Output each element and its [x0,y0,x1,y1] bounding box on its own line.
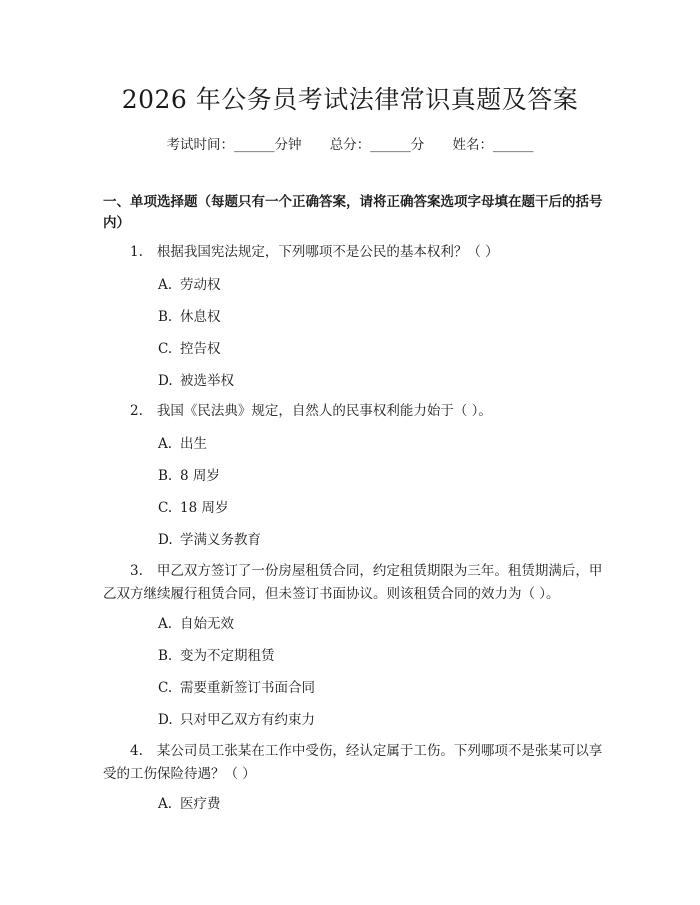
option-text: 被选举权 [180,373,234,389]
option-text: 只对甲乙双方有约束力 [180,712,315,728]
option-letter: B. [158,468,173,484]
option-1d [158,371,234,391]
option-text: 自始无效 [180,616,234,632]
section-heading: 一、单项选择题（每题只有一个正确答案，请将正确答案选项字母填在题干后的括号内） [103,194,603,231]
question-number: 3. [130,563,143,579]
option-1b [158,307,221,327]
option-text: 变为不定期租赁 [180,648,275,664]
name-field: 姓名：______ [452,137,534,153]
question-number: 2. [130,403,143,419]
question-4 [103,740,603,786]
option-3d [158,710,315,730]
option-letter: B. [158,309,173,325]
option-text: 出生 [180,436,207,452]
question-text: 某公司员工张某在工作中受伤，经认定属于工伤。下列哪项不是张某可以享受的工伤保险待遇？（ ） [103,743,603,782]
option-letter: A. [158,616,173,632]
question-text: 我国《民法典》规定，自然人的民事权利能力始于（ ）。 [156,403,492,419]
option-letter: D. [158,373,173,389]
option-letter: A. [158,277,173,293]
option-text: 18 周岁 [180,500,229,516]
option-letter: A. [158,436,173,452]
total-score-field: 总分：______分 [329,137,425,153]
option-letter: C. [158,341,173,357]
question-1 [103,241,603,264]
question-number: 4. [130,743,143,759]
option-1a [158,275,221,295]
option-letter: A. [158,796,173,812]
question-3 [103,560,603,606]
option-letter: D. [158,712,173,728]
question-2 [103,400,603,423]
option-3c [158,678,315,698]
option-text: 劳动权 [180,277,221,293]
option-1c [158,339,221,359]
option-letter: D. [158,532,173,548]
option-letter: C. [158,500,173,516]
option-text: 医疗费 [180,796,221,812]
option-2b [158,466,220,486]
option-letter: C. [158,680,173,696]
option-text: 8 周岁 [180,468,220,484]
option-letter: B. [158,648,173,664]
option-2c [158,498,228,518]
exam-time-field: 考试时间：______分钟 [166,137,302,153]
option-text: 控告权 [180,341,221,357]
document-title: 2026 年公务员考试法律常识真题及答案 [121,85,579,114]
option-2d [158,530,261,550]
option-text: 学满义务教育 [180,532,261,548]
option-3b [158,646,275,666]
option-4a [158,794,221,814]
question-text: 根据我国宪法规定，下列哪项不是公民的基本权利？（ ） [156,244,499,260]
option-text: 需要重新签订书面合同 [180,680,315,696]
question-number: 1. [130,244,143,260]
question-text: 甲乙双方签订了一份房屋租赁合同，约定租赁期限为三年。租赁期满后，甲乙双方继续履行租赁合同，但未签订书面协议。则该租赁合同的效力为（ ）。 [103,563,603,602]
exam-info-line [0,133,700,153]
option-2a [158,434,207,454]
option-3a [158,614,234,634]
option-text: 休息权 [180,309,221,325]
